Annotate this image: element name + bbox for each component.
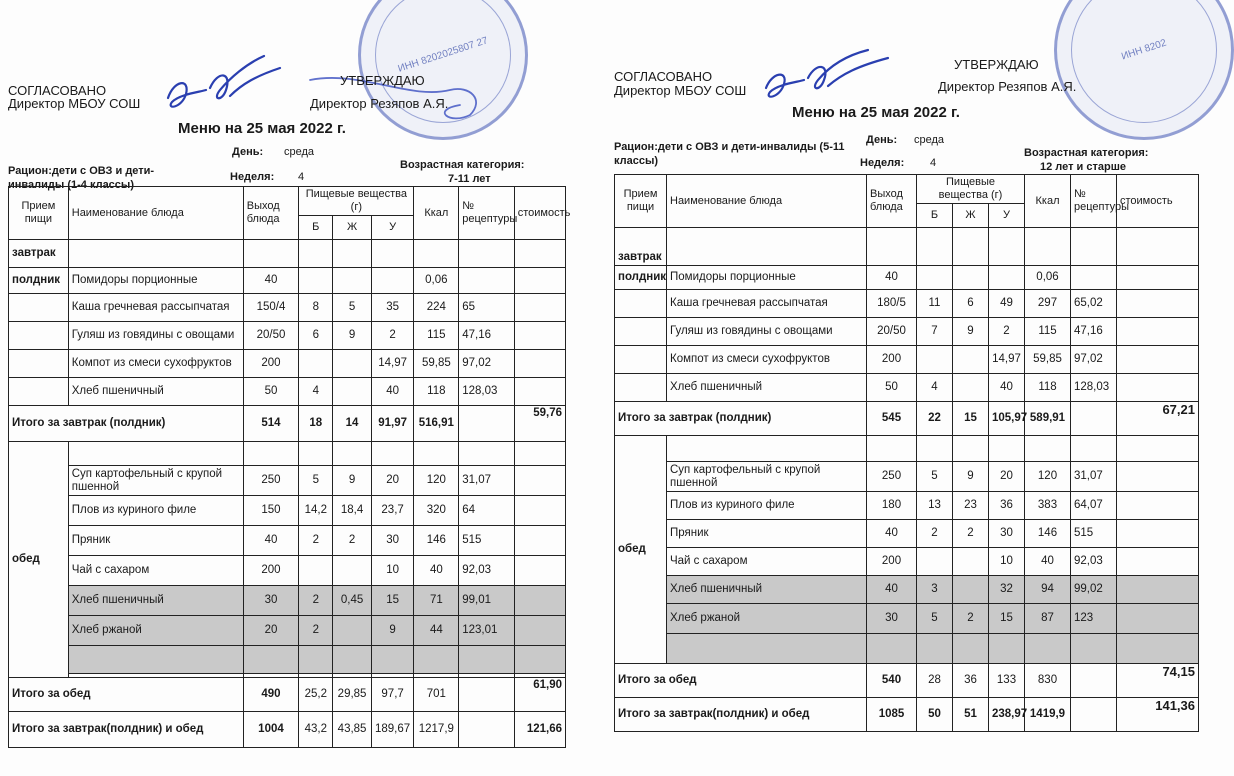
- table-row: Суп картофельный с крупой пшенной 250 5 9 20 120 31,07: [615, 462, 1199, 492]
- table-row: Плов из куриного филе 180 13 23 36 383 64,07: [615, 492, 1199, 520]
- table-row: Чай с сахаром 200 10 40 92,03: [615, 548, 1199, 576]
- menu-document-left: [0, 0, 590, 776]
- ration-text: Рацион:дети с ОВЗ и дети-инвалиды (1-4 классы): [8, 165, 155, 191]
- table-row: Плов из куриного филе 150 14,2 18,4 23,7 320 64: [9, 496, 566, 526]
- lunch-total-row: Итого за обед 490 25,2 29,85 97,7 701 61,90: [9, 678, 566, 712]
- signature: [160, 50, 290, 120]
- table-row: Пряник 40 2 2 30 146 515: [9, 526, 566, 556]
- approved-title: СОГЛАСОВАНО: [8, 83, 107, 98]
- official-stamp: ИНН 8202025807 27: [358, 0, 528, 140]
- week-label: Неделя:: [860, 157, 905, 169]
- table-row: Хлеб ржаной 20 2 9 44 123,01: [9, 616, 566, 646]
- col-cost-header: стоимость: [514, 187, 565, 240]
- age-value: 12 лет и старше: [1040, 161, 1126, 173]
- approved-by: Директор МБОУ СОШ: [614, 83, 747, 98]
- col-nutrients-header: Пищевые вещества (г): [299, 187, 414, 216]
- meal-lunch: обед: [615, 436, 667, 664]
- day-label: День:: [232, 146, 264, 158]
- week-value: 4: [930, 157, 937, 169]
- age-label: Возрастная категория:: [400, 159, 525, 171]
- day-value: среда: [284, 146, 315, 158]
- page-title: Меню на 25 мая 2022 г.: [178, 120, 346, 137]
- age-value: 7-11 лет: [448, 173, 491, 185]
- breakfast-total-row: Итого за завтрак (полдник) 545 22 15 105,97 589,91 67,21: [615, 402, 1199, 436]
- approve-title: УТВЕРЖДАЮ: [954, 57, 1039, 72]
- table-row: Чай с сахаром 200 10 40 92,03: [9, 556, 566, 586]
- meal-snack: полдник: [9, 268, 69, 294]
- col-u-header: У: [371, 216, 414, 240]
- table-row: Гуляш из говядины с овощами 20/50 7 9 2 115 47,16: [615, 318, 1199, 346]
- menu-document-right: [608, 0, 1206, 776]
- approve-by: Директор Резяпов А.Я.: [310, 96, 449, 111]
- meal-snack: полдник: [615, 266, 667, 290]
- age-label: Возрастная категория:: [1024, 147, 1149, 159]
- table-row: Хлеб пшеничный 30 2 0,45 15 71 99,01: [9, 586, 566, 616]
- table-row: Каша гречневая рассыпчатая 150/4 8 5 35 224 65: [9, 294, 566, 322]
- col-meal-header: Прием пищи: [9, 187, 69, 240]
- approve-by: Директор Резяпов А.Я.: [938, 79, 1077, 94]
- col-dish-header: Наименование блюда: [68, 187, 243, 240]
- table-row: полдник Помидоры порционные 40 0,06: [9, 268, 566, 294]
- table-row: Хлеб ржаной 30 5 2 15 87 123: [615, 604, 1199, 634]
- table-row: полдник Помидоры порционные 40 0,06: [615, 266, 1199, 290]
- breakfast-total-row: Итого за завтрак (полдник) 514 18 14 91,97 516,91 59,76: [9, 406, 566, 442]
- page-title: Меню на 25 мая 2022 г.: [792, 104, 960, 121]
- ration-text: Рацион:дети с ОВЗ и дети-инвалиды (5-11 классы): [614, 141, 845, 167]
- table-row: Каша гречневая рассыпчатая 180/5 11 6 49 297 65,02: [615, 290, 1199, 318]
- table-row: Суп картофельный с крупой пшенной 250 5 9 20 120 31,07: [9, 466, 566, 496]
- header-row: Прием пищи Наименование блюда Выход блюда Пищевые вещества (г) Ккал № рецептуры стоимость: [615, 175, 1199, 204]
- table-row: Гуляш из говядины с овощами 20/50 6 9 2 115 47,16: [9, 322, 566, 350]
- table-row: Хлеб пшеничный 50 4 40 118 128,03: [615, 374, 1199, 402]
- week-label: Неделя:: [230, 171, 275, 183]
- col-kcal-header: Ккал: [414, 187, 459, 240]
- menu-table: [8, 186, 571, 748]
- col-zh-header: Ж: [333, 216, 371, 240]
- approved-by: Директор МБОУ СОШ: [8, 96, 141, 111]
- meal-breakfast: завтрак: [9, 240, 69, 268]
- table-row: Пряник 40 2 2 30 146 515: [615, 520, 1199, 548]
- col-b-header: Б: [299, 216, 333, 240]
- table-row: Хлеб пшеничный 40 3 32 94 99,02: [615, 576, 1199, 604]
- lunch-total-row: Итого за обед 540 28 36 133 830 74,15: [615, 664, 1199, 698]
- menu-table: Прием пищи Наименование блюда Выход блюда Пищевые вещества (г) Ккал № рецептуры стоимость Б Ж У завтрак полдник Помидоры порционные 40 0,06 Каша гречневая рассыпчатая 180/5 11 6 49 297 65,02 Гуляш из говядины с овощами 20/50 7 9 2 115 47,16 Компот из смеси сухофруктов 200 14,97 59,85 97,02 Хлеб пшеничный 50 4 40 118 128,03 Итого за завтрак (полдник) 545 22 15 105,97 589,91 67,21 обед Суп картофельный с крупой пшенной 250 5 9 20 120 31,07 Плов из куриного филе 180 13 23 36 383 64,07 Пряник 40 2 2 30 146 515 Чай с сахаром 200 10 40 92,03 Хлеб пшеничный 40 3 32 94 99,02 Хлеб ржаной 30 5 2 15 87 123 Итого за обед 540 28 36 133 830 74,15 Итого за завтрак(полдник) и обед 1085 50 51 238,97 1419,9 141,36: [614, 174, 1199, 732]
- approve-title: УТВЕРЖДАЮ: [340, 73, 425, 88]
- meal-lunch: обед: [9, 442, 69, 678]
- table-row: Компот из смеси сухофруктов 200 14,97 59,85 97,02: [9, 350, 566, 378]
- grand-total-row: Итого за завтрак(полдник) и обед 1004 43,2 43,85 189,67 1217,9 121,66: [9, 712, 566, 748]
- day-value: среда: [914, 134, 945, 146]
- official-stamp: ИНН 8202: [1054, 0, 1234, 140]
- col-recipe-header: № рецептуры: [459, 187, 514, 240]
- table-row: Хлеб пшеничный 50 4 40 118 128,03: [9, 378, 566, 406]
- approved-title: СОГЛАСОВАНО: [614, 69, 713, 84]
- header-row: [9, 187, 566, 216]
- col-yield-header: Выход блюда: [243, 187, 298, 240]
- day-label: День:: [866, 134, 898, 146]
- meal-breakfast: завтрак: [615, 228, 667, 266]
- grand-total-row: Итого за завтрак(полдник) и обед 1085 50 51 238,97 1419,9 141,36: [615, 698, 1199, 732]
- week-value: 4: [298, 171, 305, 183]
- table-row: Компот из смеси сухофруктов 200 14,97 59,85 97,02: [615, 346, 1199, 374]
